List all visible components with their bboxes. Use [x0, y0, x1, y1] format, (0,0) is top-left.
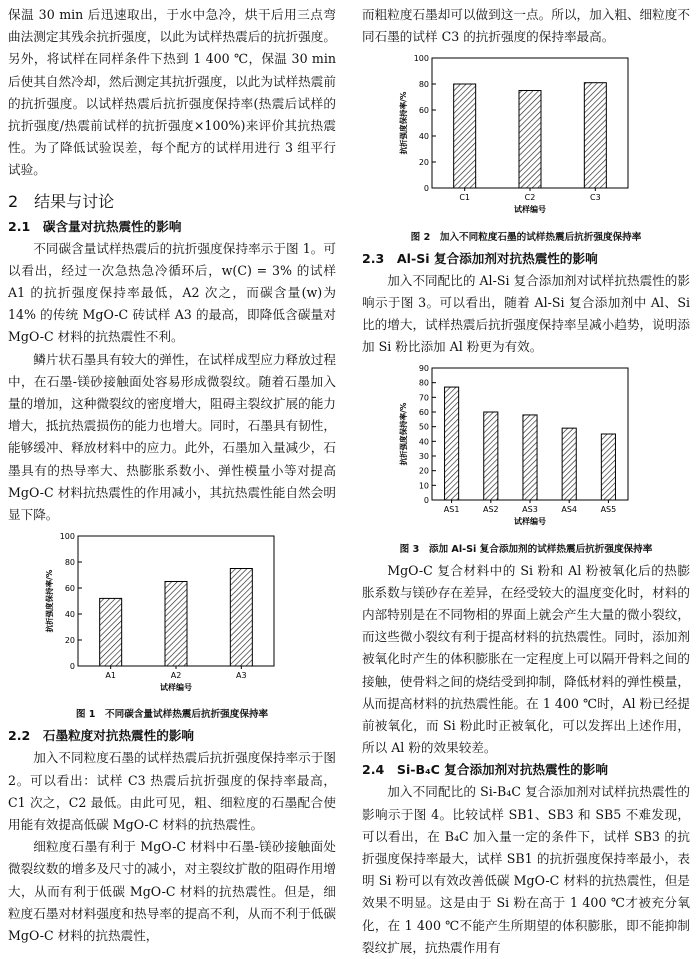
subsection-heading: 2.2 石墨粒度对抗热震性的影响	[8, 728, 195, 744]
x-axis-label: 试样编号	[514, 205, 546, 215]
y-tick-label: 40	[418, 132, 429, 142]
x-tick-label: AS1	[443, 505, 460, 515]
subsection-heading: 2.4 Si-B₄C 复合添加剂对抗热震性的影响	[362, 762, 608, 778]
x-axis-label: 试样编号	[160, 683, 192, 693]
paragraph: 加入不同配比的 Si-B₄C 复合添加剂对试样抗热震性的影响示于图 4。比较试样 SB1、SB3 和 SB5 不难发现，可以看出，在 B₄C 加入量一定的条件下，试样 SB3 的抗折强度保持率最大，试样 SB1 的抗折强度保持率最小，表明 Si 粉可以有效改善低碳 MgO-C 材料的抗热震性，但是效果不明显。这是由于 Si 粉在高于 1 400 ℃才被充分氧化，在 1 400 ℃不能产生所期望的体积膨胀，即不能抑制裂纹扩展，抗热震作用有	[362, 784, 690, 955]
y-tick-label: 20	[64, 636, 75, 646]
x-tick-label: AS3	[522, 505, 538, 515]
y-tick-label: 20	[418, 467, 429, 477]
bar	[584, 83, 606, 188]
section-heading: 2 结果与讨论	[8, 191, 115, 211]
y-axis-label: 抗折强度保持率/%	[45, 569, 54, 633]
paragraph: 细粒度石墨有利于 MgO-C 材料中石墨-镁砂接触面处微裂纹数的增多及尺寸的减小，对主裂纹扩散的阻碍作用增大，从而有利于低碳 MgO-C 材料的抗热震性。但是，细粒度石墨对材料强度和热导率的提高不利，从而不利于低碳 MgO-C 材料的抗热震性，	[8, 839, 336, 944]
bar	[484, 412, 498, 500]
x-tick-label: AS2	[482, 505, 499, 515]
bar	[445, 387, 459, 500]
y-tick-label: 60	[418, 408, 429, 418]
y-tick-label: 50	[418, 423, 429, 433]
bar	[454, 84, 476, 188]
y-tick-label: 40	[418, 437, 429, 447]
x-tick-label: A3	[236, 671, 247, 681]
bar	[562, 429, 576, 501]
subsection-heading: 2.1 碳含量对抗热震性的影响	[8, 218, 182, 234]
figure-2	[362, 52, 690, 245]
paragraph: 加入不同配比的 Al-Si 复合添加剂对试样抗热震性的影响示于图 3。可以看出，随着 Al-Si 复合添加剂中 Al、Si 比的增大，试样热震后抗折强度保持率呈减小趋势，说明添加 Si 粉比添加 Al 粉更为有效。	[362, 272, 690, 355]
y-tick-label: 20	[418, 158, 429, 168]
y-axis-label: 抗折强度保持率/%	[399, 403, 408, 466]
bar	[165, 582, 187, 667]
y-axis-label: 抗折强度保持率/%	[399, 92, 408, 155]
y-tick-label: 80	[418, 80, 429, 90]
paragraph: 而粗粒度石墨却可以做到这一点。所以，加入粗、细粒度不同石墨的试样 C3 的抗折强度的保持率最高。	[362, 7, 690, 45]
figure-1	[8, 530, 336, 723]
y-tick-label: 80	[418, 379, 429, 389]
bar	[601, 434, 615, 500]
paragraph: 保温 30 min 后迅速取出，于水中急冷，烘干后用三点弯曲法测定其残余抗折强度，以此为试样热震后的抗折强度。另外，将试样在同样条件下热到 1 400 ℃，保温 30 min 后使其自然冷却，然后测定其抗折强度，以此为试样热震前的抗折强度。以试样热震后抗折强度保持率(热震后试样的抗折强度/热震前试样的抗折强度×100%)来评价其抗热震性。为了降低试验误差，每个配方的试样用进行 3 组平行试验。	[8, 7, 336, 178]
bar-chart-2	[362, 52, 690, 220]
y-tick-label: 70	[418, 393, 429, 403]
bar-chart-3	[362, 362, 690, 532]
x-tick-label: AS5	[600, 505, 617, 515]
paragraph: MgO-C 复合材料中的 Si 粉和 Al 粉被氧化后的热膨胀系数与镁砂存在差异，在经受较大的温度变化时，材料的内部特别是在不同物相的界面上就会产生大量的微小裂纹，而这些微小裂纹有利于提高材料的抗热震性。同时，添加剂被氧化时产生的体积膨胀在一定程度上可以隔开骨料之间的接触，使骨料之间的烧结受到抑制，降低材料的弹性模量，从而提高材料的抗热震性能。在 1 400 ℃时，Al 粉已经提前被氧化，而 Si 粉此时正被氧化，可以发挥出上述作用，所以 Al 粉的效果较差。	[362, 562, 690, 756]
x-tick-label: AS4	[561, 505, 578, 515]
y-tick-label: 0	[423, 184, 429, 194]
y-tick-label: 90	[418, 364, 429, 374]
y-tick-label: 10	[418, 481, 429, 491]
left-column	[8, 4, 336, 947]
y-tick-label: 100	[59, 532, 75, 542]
figure-caption: 图 1 不同碳含量试样热震后抗折强度保持率	[75, 709, 269, 721]
x-axis-label: 试样编号	[514, 517, 546, 527]
x-tick-label: A1	[105, 671, 116, 681]
bar	[519, 91, 541, 189]
y-tick-label: 80	[64, 558, 75, 568]
right-column	[362, 4, 690, 959]
paragraph: 不同碳含量试样热震后的抗折强度保持率示于图 1。可以看出，经过一次急热急冷循环后，w(C) = 3% 的试样 A1 的抗折强度保持率最低，A2 次之，而碳含量(w)为 14% 的传统 MgO-C 砖试样 A3 的最高，即降低含碳量对 MgO-C 材料的抗热震性不利。	[8, 240, 336, 345]
paragraph: 加入不同粒度石墨的试样热震后抗折强度保持率示于图 2。可以看出：试样 C3 热震后抗折强度的保持率最高，C1 次之，C2 最低。由此可见，粗、细粒度的石墨配合使用能有效提高低碳 MgO-C 材料的抗热震性。	[8, 750, 336, 833]
x-tick-label: C1	[459, 193, 471, 203]
figure-caption: 图 2 加入不同粒度石墨的试样热震后抗折强度保持率	[410, 231, 642, 243]
x-tick-label: C2	[524, 193, 536, 203]
bar	[523, 415, 537, 500]
y-tick-label: 40	[64, 610, 75, 620]
y-tick-label: 0	[69, 662, 75, 672]
bar	[230, 569, 252, 667]
subsection-heading: 2.3 Al-Si 复合添加剂对抗热震性的影响	[362, 250, 598, 266]
x-tick-label: A2	[170, 671, 182, 681]
figure-caption: 图 3 添加 Al-Si 复合添加剂的试样热震后抗折强度保持率	[399, 543, 653, 555]
paragraph: 鳞片状石墨具有较大的弹性，在试样成型应力释放过程中，在石墨-镁砂接触面处容易形成微裂纹。随着石墨加入量的增加，这种微裂纹的密度增大，阻碍主裂纹扩展的能力增大，抵抗热震损伤的能力也增大。同时，石墨具有韧性，能够缓冲、释放材料中的应力。此外，石墨加入量减少，石墨具有的热导率大、热膨胀系数小、弹性模量小等对提高 MgO-C 材料抗热震性的作用减小，其抗热震性能自然会明显下降。	[8, 351, 336, 523]
y-tick-label: 30	[418, 452, 429, 462]
y-tick-label: 100	[413, 54, 429, 64]
x-tick-label: C3	[589, 193, 601, 203]
figure-3	[362, 362, 690, 557]
bar-chart-1	[8, 530, 336, 698]
bar	[100, 599, 122, 667]
y-tick-label: 60	[64, 584, 75, 594]
y-tick-label: 0	[423, 496, 429, 506]
y-tick-label: 60	[418, 106, 429, 116]
